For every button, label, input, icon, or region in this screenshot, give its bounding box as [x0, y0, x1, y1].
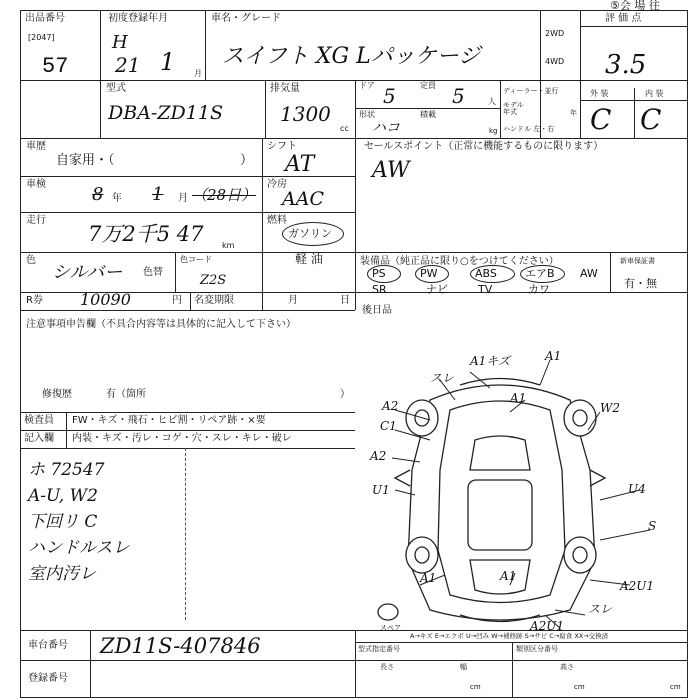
score-value: 3.5	[605, 50, 647, 80]
mileage-label: 走行	[26, 215, 46, 226]
model-value: DBA-ZD11S	[108, 102, 223, 124]
inspection-day: （28日）	[192, 186, 257, 204]
lot-sub: [2047]	[28, 33, 55, 42]
first-reg-year: 21	[115, 53, 141, 77]
interior-label: 内 装	[645, 89, 664, 98]
repair-close: ）	[340, 389, 350, 400]
exterior-grade: C	[590, 103, 612, 136]
expiry-month: 月	[288, 295, 298, 306]
equipment-label: 装備品（純正品に限り○をつけてください）	[360, 256, 559, 267]
fuel-label: 燃料	[267, 215, 287, 226]
inspector-row-1: FW・キズ・飛石・ヒビ割・リペア跡・×要	[72, 415, 266, 426]
inspection-year: 8	[92, 184, 104, 205]
handwritten-note: ホ 72547	[28, 460, 105, 480]
capacity-label: 定員	[420, 81, 436, 90]
equipment-item: PS	[372, 267, 386, 280]
shift-value: AT	[285, 152, 315, 177]
lot-label: 出品番号	[25, 13, 65, 24]
fuel-gasoline: ガソリン	[288, 227, 332, 240]
shape-value: ハコ	[372, 120, 400, 136]
damage-mark: A1	[500, 569, 517, 583]
door-label: ドア	[359, 81, 375, 90]
model-label: 型式	[106, 83, 126, 94]
displacement-label: 排気量	[270, 83, 300, 94]
later-items-label: 後日品	[362, 305, 392, 316]
equipment-item: カワ	[528, 283, 550, 296]
inspector-label: 検査員	[24, 415, 54, 426]
color-code-value: Z2S	[200, 273, 227, 288]
damage-mark: A2	[370, 449, 387, 463]
handwritten-note: ハンドルスレ	[28, 538, 130, 558]
damage-mark: W2	[600, 401, 620, 415]
damage-mark: A1	[510, 391, 527, 405]
recycle-value: 10090	[80, 290, 131, 309]
color-change-label: 色替	[143, 267, 163, 278]
warranty-value: 有・無	[624, 277, 657, 290]
kg-unit: kg	[489, 127, 498, 135]
handle-label: ハンドル 左・右	[503, 125, 555, 133]
equipment-item: SR	[372, 283, 387, 296]
damage-mark: A2	[382, 399, 399, 413]
first-reg-month: 1	[160, 48, 176, 76]
damage-mark: A1	[545, 349, 562, 363]
inspection-year-unit: 年	[112, 193, 122, 204]
damage-mark: A2U1	[530, 619, 565, 633]
equipment-item: PW	[420, 267, 438, 280]
entry-label: 記入欄	[24, 433, 54, 444]
dealer-label: ディーラー・並行	[503, 87, 559, 95]
cm-unit-3: cm	[670, 683, 681, 691]
chassis-number: ZD11S-407846	[100, 634, 261, 658]
car-name-label: 車名・グレード	[211, 13, 281, 24]
history-close: ）	[240, 153, 254, 168]
length-label: 長さ	[380, 663, 394, 671]
cc-unit: cc	[340, 124, 349, 133]
drive-2wd: 2WD	[545, 29, 565, 38]
history-label: 車歴	[26, 141, 46, 152]
damage-mark: スレ	[430, 371, 455, 385]
capacity-value: 5	[452, 84, 465, 108]
interior-grade: C	[640, 103, 662, 136]
inspector-row-2: 内装・キズ・汚レ・コゲ・穴・スレ・キレ・破レ	[72, 433, 292, 444]
displacement-value: 1300	[280, 102, 331, 126]
cm-unit-1: cm	[470, 683, 481, 691]
repair-value: 有（箇所	[106, 389, 146, 400]
damage-legend: A→キズ E→エクボ U→凹み W→補修跡 S→サビ C→腐食 XX→交換済	[410, 632, 609, 640]
equipment-item: ABS	[475, 267, 497, 280]
car-name: スイフト XG Lパッケージ	[222, 44, 481, 69]
door-value: 5	[383, 84, 396, 108]
handwritten-note: 下回リ C	[28, 512, 98, 532]
damage-mark: A1	[420, 571, 437, 585]
damage-mark: S	[648, 519, 657, 533]
km-unit: km	[222, 241, 235, 250]
shift-label: シフト	[267, 141, 297, 152]
score-label: 評 価 点	[605, 13, 642, 24]
registration-label: 登録番号	[28, 673, 68, 684]
spec-number-label: 型式指定番号	[358, 645, 400, 653]
equipment-item: エアB	[525, 267, 555, 280]
class-number-label: 類別区分番号	[516, 645, 558, 653]
lot-number: 57	[42, 54, 69, 79]
equipment-item: ナビ	[426, 283, 448, 296]
damage-mark: U1	[372, 483, 390, 497]
shape-label: 形状	[359, 110, 375, 119]
damage-mark: U4	[628, 482, 646, 496]
sales-point-label: セールスポイント（正常に機能するものに限ります）	[364, 141, 604, 152]
cooler-value: AAC	[282, 188, 324, 210]
mileage-value: 7万2千5 47	[88, 222, 204, 246]
damage-mark: スレ	[588, 602, 613, 616]
handwritten-note: A-U, W2	[28, 486, 98, 506]
load-label: 積載	[420, 110, 436, 119]
color-code-label: 色コード	[180, 255, 212, 264]
drive-4wd: 4WD	[545, 57, 565, 66]
notes-title: 注意事項申告欄（不具合内容等は具体的に記入して下さい）	[26, 319, 296, 330]
first-reg-month-unit: 月	[194, 69, 202, 78]
inspection-month: 1	[152, 184, 164, 205]
year-unit: 年	[570, 109, 577, 117]
inspection-label: 車検	[26, 179, 46, 190]
damage-mark: A1キズ	[470, 354, 511, 368]
first-reg-label: 初度登録年月	[108, 13, 168, 24]
width-label: 幅	[460, 663, 467, 671]
exterior-label: 外 装	[590, 89, 609, 98]
expiry-day: 日	[340, 295, 350, 306]
recycle-label: R券	[26, 295, 43, 306]
venue-label: ⑤会 場 往	[610, 0, 660, 12]
fuel-diesel: 軽 油	[295, 252, 323, 266]
inspection-month-unit: 月	[178, 193, 188, 204]
cooler-label: 冷房	[267, 179, 287, 190]
sales-point-value: AW	[372, 158, 410, 183]
repair-label: 修復歴	[42, 389, 72, 400]
history-value: 自家用・（	[56, 153, 115, 168]
damage-mark: C1	[380, 419, 397, 433]
yen-unit: 円	[172, 295, 182, 306]
first-reg-era: H	[112, 32, 128, 53]
damage-mark: A2U1	[620, 579, 655, 593]
chassis-label: 車台番号	[28, 640, 68, 651]
color-value: シルバー	[52, 262, 123, 283]
model-year-label: モデル年式	[503, 101, 524, 116]
color-label: 色	[26, 255, 36, 266]
cm-unit-2: cm	[574, 683, 585, 691]
equipment-item: TV	[478, 283, 493, 296]
handwritten-note: 室内汚レ	[28, 564, 96, 584]
persons-unit: 人	[488, 97, 496, 106]
warranty-label: 新車保証書	[620, 257, 655, 265]
expiry-label: 名変期限	[194, 295, 234, 306]
equipment-item: AW	[580, 267, 598, 280]
height-label: 高さ	[560, 663, 574, 671]
spare-label: スペア	[380, 624, 401, 632]
